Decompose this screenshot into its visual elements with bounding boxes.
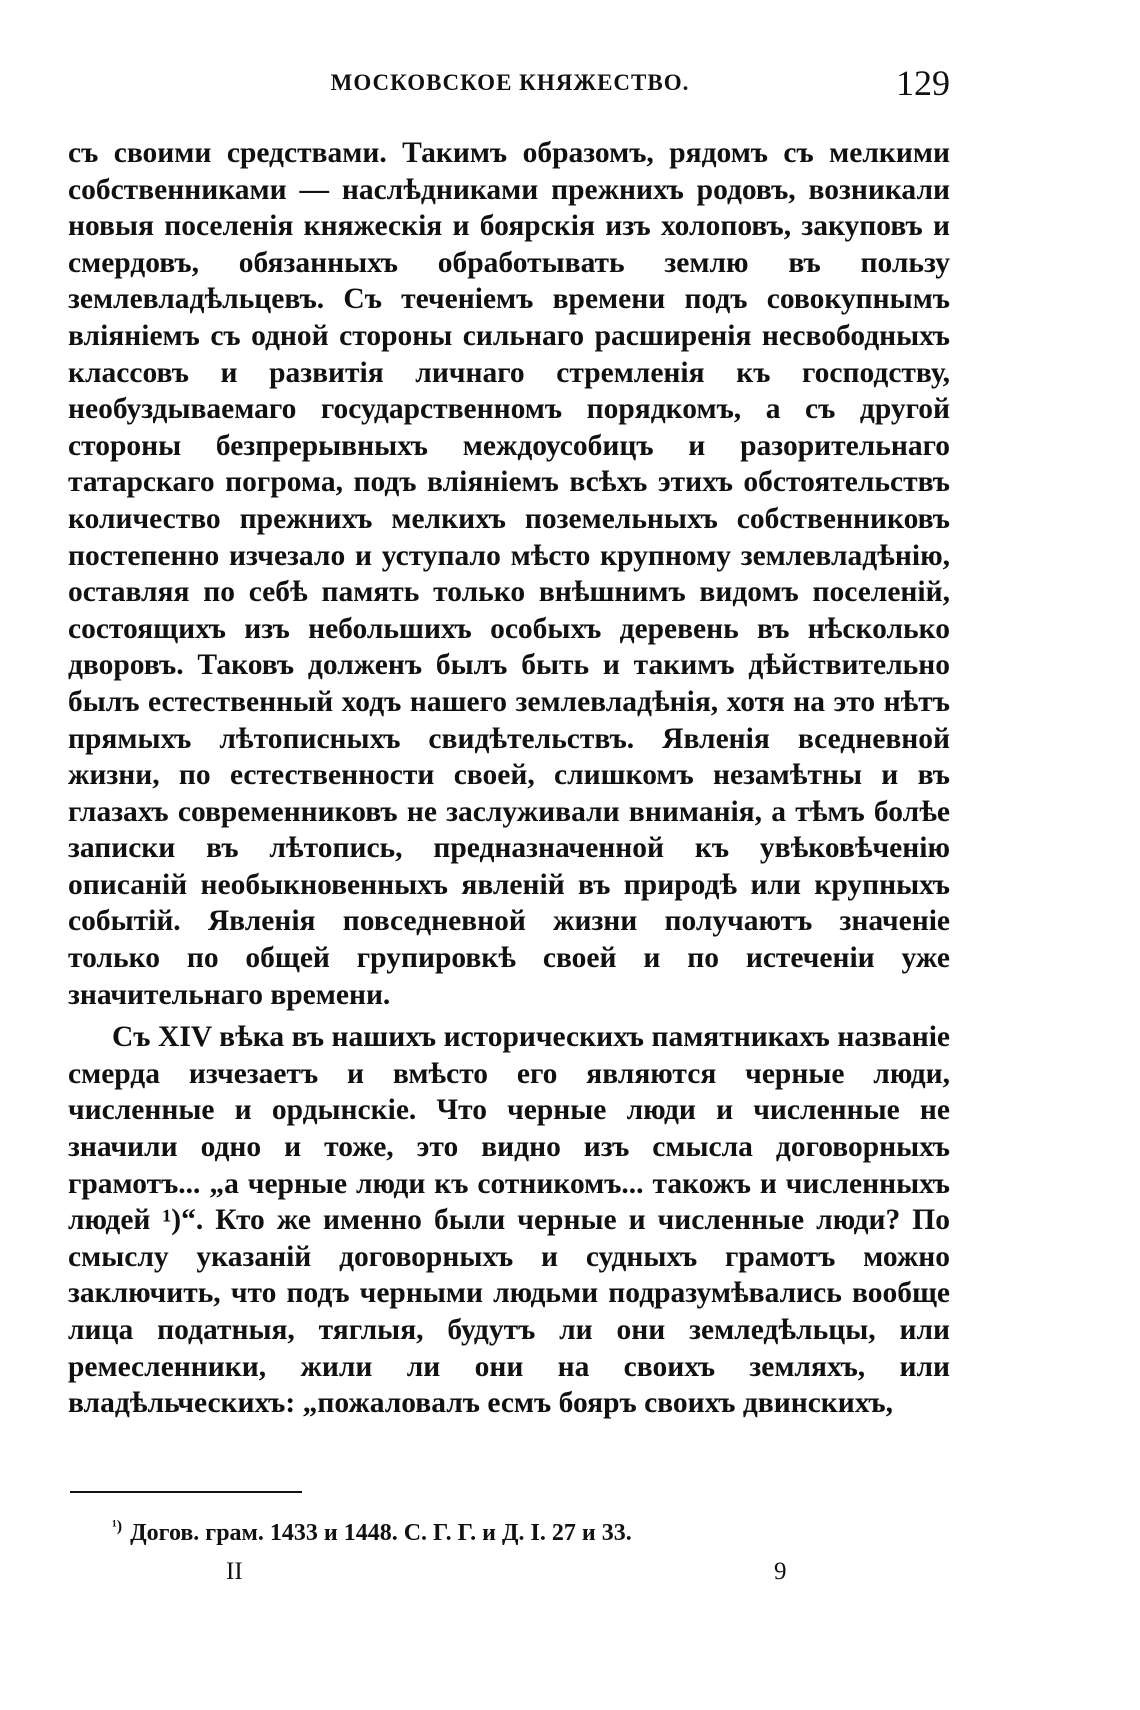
running-title: МОСКОВСКОЕ КНЯЖЕСТВО. [330,70,690,95]
running-head [70,62,950,106]
footnote-1 [112,1518,932,1547]
footnote-marker: ¹) [112,1518,123,1535]
sheet-signature-number: 9 [774,1558,787,1585]
footnote-text: Догов. грам. 1433 и 1448. С. Г. Г. и Д. I. 27 и 33. [130,1520,632,1546]
sheet-signature-roman: II [226,1558,243,1585]
paragraph-2: Съ XIV вѣка въ нашихъ историческихъ памятникахъ названіе смерда изчезаетъ и вмѣсто его являются черные люди, численные и ордынскіе. Что черные люди и численные не значили одно и тоже, это видно изъ смысла договорныхъ грамотъ... „а черные люди къ сотникомъ... такожъ и численныхъ людей ¹)“. Кто же именно были черные и численные люди? По смыслу указаній договорныхъ и судныхъ грамотъ можно заключить, что подъ черными людьми подразумѣвались вообще лица податныя, тяглыя, будутъ ли они земледѣльцы, или ремесленники, жили ли они на своихъ земляхъ, или владѣльческихъ: „пожаловалъ есмъ бояръ своихъ двинскихъ, [68,1021,950,1420]
footnote-rule [70,1491,302,1493]
body-text [68,135,950,1422]
paragraph-1: съ своими средствами. Такимъ образомъ, рядомъ съ мелкими собственниками — наслѣдниками прежнихъ родовъ, возникали новыя поселенія княжескія и боярскія изъ холоповъ, закуповъ и смердовъ, обязанныхъ обработывать землю въ пользу землевладѣльцевъ. Съ теченіемъ времени подъ совокупнымъ вліяніемъ съ одной стороны сильнаго расширенія несвободныхъ классовъ и развитія личнаго стремленія къ господству, необуздываемаго государственномъ порядкомъ, а съ другой стороны безпрерывныхъ междоусобицъ и разорительнаго татарскаго погрома, подъ вліяніемъ всѣхъ этихъ обстоятельствъ количество прежнихъ мелкихъ поземельныхъ собственниковъ постепенно изчезало и уступало мѣсто крупному землевладѣнію, оставляя по себѣ память только внѣшнимъ видомъ поселеній, состоящихъ изъ небольшихъ особыхъ деревень въ нѣсколько дворовъ. Таковъ долженъ былъ быть и такимъ дѣйствительно былъ естественный ходъ нашего землевладѣнія, хотя на это нѣтъ прямыхъ лѣтописныхъ свидѣтельствъ. Явленія вседневной жизни, по естественности своей, слишкомъ незамѣтны и въ глазахъ современниковъ не заслуживали вниманія, а тѣмъ болѣе записки въ лѣтопись, предназначенной къ увѣковѣченію описаній необыкновенныхъ явленій въ природѣ или крупныхъ событій. Явленія повседневной жизни получаютъ значеніе только по общей групировкѣ своей и по истеченіи уже значительнаго времени. [68,137,950,1011]
page-number: 129 [896,63,950,103]
